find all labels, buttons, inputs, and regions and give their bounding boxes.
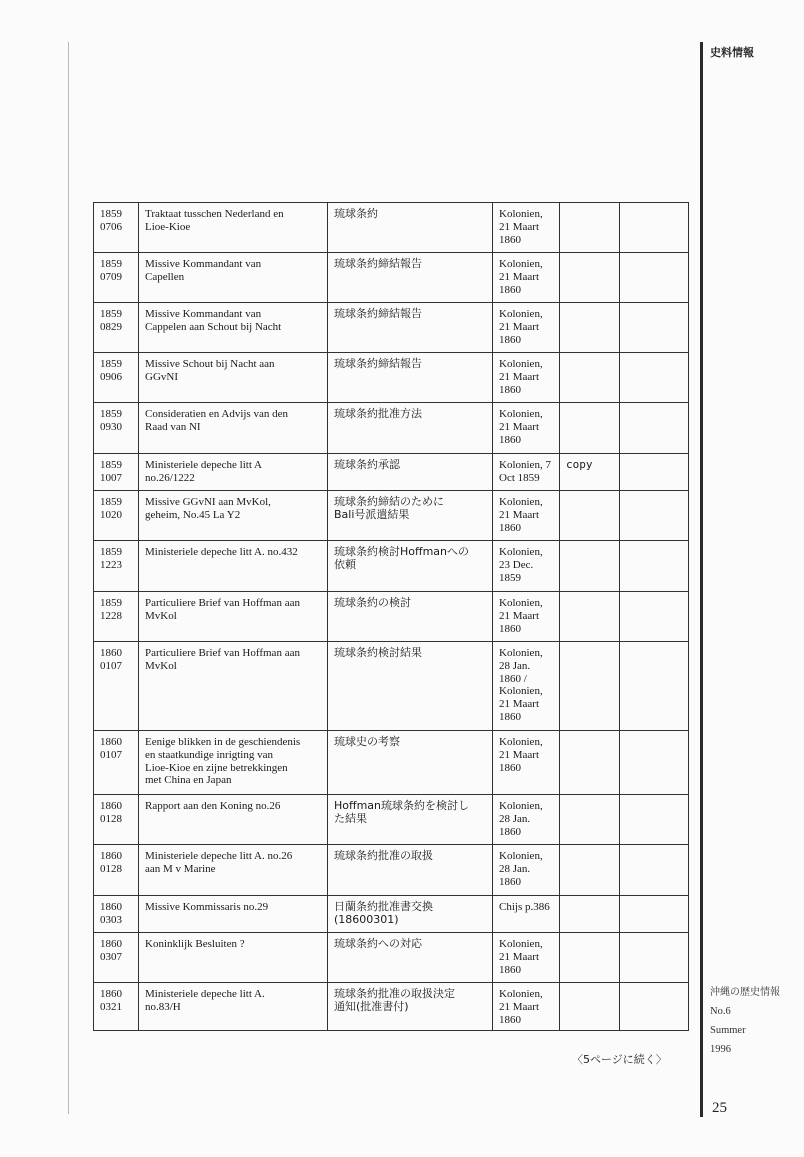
extra-cell <box>620 203 689 253</box>
note-cell <box>560 541 620 592</box>
extra-cell <box>620 845 689 896</box>
note-cell <box>560 933 620 983</box>
source-cell: Kolonien, 21 Maart 1860 <box>493 933 560 983</box>
journal-title: 沖縄の歴史情報 <box>710 987 780 998</box>
japanese-summary-cell: 琉球条約批准の取扱 <box>328 845 493 896</box>
title-cell: Particuliere Brief van Hoffman aan MvKol <box>139 642 328 731</box>
title-cell: Missive Kommandant van Capellen <box>139 253 328 303</box>
extra-cell <box>620 403 689 454</box>
japanese-summary-cell: 琉球条約検討結果 <box>328 642 493 731</box>
journal-year: 1996 <box>710 1044 731 1055</box>
title-cell: Consideratien en Advijs van den Raad van NI <box>139 403 328 454</box>
table-row <box>94 642 689 731</box>
source-cell: Kolonien, 21 Maart 1860 <box>493 592 560 642</box>
table-row <box>94 592 689 642</box>
continued-notice: 〈5ページに続く〉 <box>572 1053 667 1066</box>
journal-info <box>710 983 780 1059</box>
title-cell: Rapport aan den Koning no.26 <box>139 795 328 845</box>
note-cell <box>560 795 620 845</box>
date-cell: 1859 0906 <box>94 353 139 403</box>
table-row <box>94 845 689 896</box>
title-cell: Missive Schout bij Nacht aan GGvNI <box>139 353 328 403</box>
japanese-summary-cell: Hoffman琉球条約を検討し た結果 <box>328 795 493 845</box>
source-cell: Kolonien, 21 Maart 1860 <box>493 983 560 1031</box>
title-cell: Missive GGvNI aan MvKol, geheim, No.45 La Y2 <box>139 491 328 541</box>
note-cell <box>560 303 620 353</box>
extra-cell <box>620 303 689 353</box>
catalog-table-body <box>94 203 689 1031</box>
title-cell: Ministeriele depeche litt A. no.26 aan M v Marine <box>139 845 328 896</box>
date-cell: 1859 0709 <box>94 253 139 303</box>
extra-cell <box>620 592 689 642</box>
title-cell: Ministeriele depeche litt A. no.83/H <box>139 983 328 1031</box>
date-cell: 1860 0321 <box>94 983 139 1031</box>
document-catalog-table <box>93 202 689 1031</box>
right-margin-rule <box>700 42 703 1117</box>
table-row <box>94 541 689 592</box>
table-row <box>94 353 689 403</box>
source-cell: Kolonien, 21 Maart 1860 <box>493 731 560 795</box>
note-cell <box>560 845 620 896</box>
table-row <box>94 491 689 541</box>
source-cell: Kolonien, 28 Jan. 1860 <box>493 795 560 845</box>
source-cell: Kolonien, 21 Maart 1860 <box>493 203 560 253</box>
note-cell: copy <box>560 454 620 491</box>
extra-cell <box>620 731 689 795</box>
source-cell: Kolonien, 21 Maart 1860 <box>493 253 560 303</box>
note-cell <box>560 403 620 454</box>
source-cell: Kolonien, 21 Maart 1860 <box>493 353 560 403</box>
date-cell: 1860 0107 <box>94 642 139 731</box>
source-cell: Kolonien, 21 Maart 1860 <box>493 491 560 541</box>
table-row <box>94 896 689 933</box>
table-row <box>94 731 689 795</box>
japanese-summary-cell: 琉球史の考察 <box>328 731 493 795</box>
title-cell: Koninklijk Besluiten ? <box>139 933 328 983</box>
date-cell: 1859 1020 <box>94 491 139 541</box>
table-row <box>94 983 689 1031</box>
left-margin-rule <box>68 42 69 1114</box>
table-row <box>94 253 689 303</box>
title-cell: Missive Kommissaris no.29 <box>139 896 328 933</box>
extra-cell <box>620 933 689 983</box>
date-cell: 1859 0706 <box>94 203 139 253</box>
note-cell <box>560 642 620 731</box>
date-cell: 1860 0303 <box>94 896 139 933</box>
japanese-summary-cell: 琉球条約批准方法 <box>328 403 493 454</box>
japanese-summary-cell: 日蘭条約批准書交換 (18600301) <box>328 896 493 933</box>
date-cell: 1860 0128 <box>94 845 139 896</box>
note-cell <box>560 592 620 642</box>
title-cell: Eenige blikken in de geschiendenis en staatkundige inrigting van Lioe-Kioe en zijne betrekkingen met China en Japan <box>139 731 328 795</box>
date-cell: 1860 0107 <box>94 731 139 795</box>
extra-cell <box>620 491 689 541</box>
japanese-summary-cell: 琉球条約への対応 <box>328 933 493 983</box>
table-row <box>94 795 689 845</box>
japanese-summary-cell: 琉球条約批准の取扱決定 通知(批准書付) <box>328 983 493 1031</box>
japanese-summary-cell: 琉球条約締結報告 <box>328 353 493 403</box>
source-cell: Kolonien, 21 Maart 1860 <box>493 303 560 353</box>
note-cell <box>560 253 620 303</box>
japanese-summary-cell: 琉球条約の検討 <box>328 592 493 642</box>
note-cell <box>560 731 620 795</box>
journal-issue: No.6 <box>710 1006 731 1017</box>
date-cell: 1860 0307 <box>94 933 139 983</box>
date-cell: 1859 1223 <box>94 541 139 592</box>
section-label: 史料情報 <box>710 46 754 59</box>
source-cell: Kolonien, 28 Jan. 1860 <box>493 845 560 896</box>
table-row <box>94 454 689 491</box>
japanese-summary-cell: 琉球条約 <box>328 203 493 253</box>
source-cell: Chijs p.386 <box>493 896 560 933</box>
japanese-summary-cell: 琉球条約検討Hoffmanへの 依頼 <box>328 541 493 592</box>
table-row <box>94 933 689 983</box>
title-cell: Missive Kommandant van Cappelen aan Schout bij Nacht <box>139 303 328 353</box>
title-cell: Ministeriele depeche litt A. no.432 <box>139 541 328 592</box>
note-cell <box>560 203 620 253</box>
title-cell: Traktaat tusschen Nederland en Lioe-Kioe <box>139 203 328 253</box>
source-cell: Kolonien, 7 Oct 1859 <box>493 454 560 491</box>
note-cell <box>560 353 620 403</box>
extra-cell <box>620 896 689 933</box>
extra-cell <box>620 454 689 491</box>
note-cell <box>560 896 620 933</box>
japanese-summary-cell: 琉球条約締結報告 <box>328 253 493 303</box>
extra-cell <box>620 353 689 403</box>
date-cell: 1859 1228 <box>94 592 139 642</box>
japanese-summary-cell: 琉球条約承認 <box>328 454 493 491</box>
table-row <box>94 403 689 454</box>
table-row <box>94 203 689 253</box>
date-cell: 1859 0829 <box>94 303 139 353</box>
extra-cell <box>620 642 689 731</box>
source-cell: Kolonien, 23 Dec. 1859 <box>493 541 560 592</box>
page-number: 25 <box>712 1100 727 1116</box>
extra-cell <box>620 253 689 303</box>
japanese-summary-cell: 琉球条約締結報告 <box>328 303 493 353</box>
extra-cell <box>620 541 689 592</box>
journal-season: Summer <box>710 1025 746 1036</box>
table-row <box>94 303 689 353</box>
note-cell <box>560 491 620 541</box>
date-cell: 1860 0128 <box>94 795 139 845</box>
date-cell: 1859 0930 <box>94 403 139 454</box>
extra-cell <box>620 983 689 1031</box>
japanese-summary-cell: 琉球条約締結のために Bali号派遣結果 <box>328 491 493 541</box>
extra-cell <box>620 795 689 845</box>
title-cell: Ministeriele depeche litt A no.26/1222 <box>139 454 328 491</box>
source-cell: Kolonien, 21 Maart 1860 <box>493 403 560 454</box>
title-cell: Particuliere Brief van Hoffman aan MvKol <box>139 592 328 642</box>
source-cell: Kolonien, 28 Jan. 1860 / Kolonien, 21 Maart 1860 <box>493 642 560 731</box>
date-cell: 1859 1007 <box>94 454 139 491</box>
note-cell <box>560 983 620 1031</box>
